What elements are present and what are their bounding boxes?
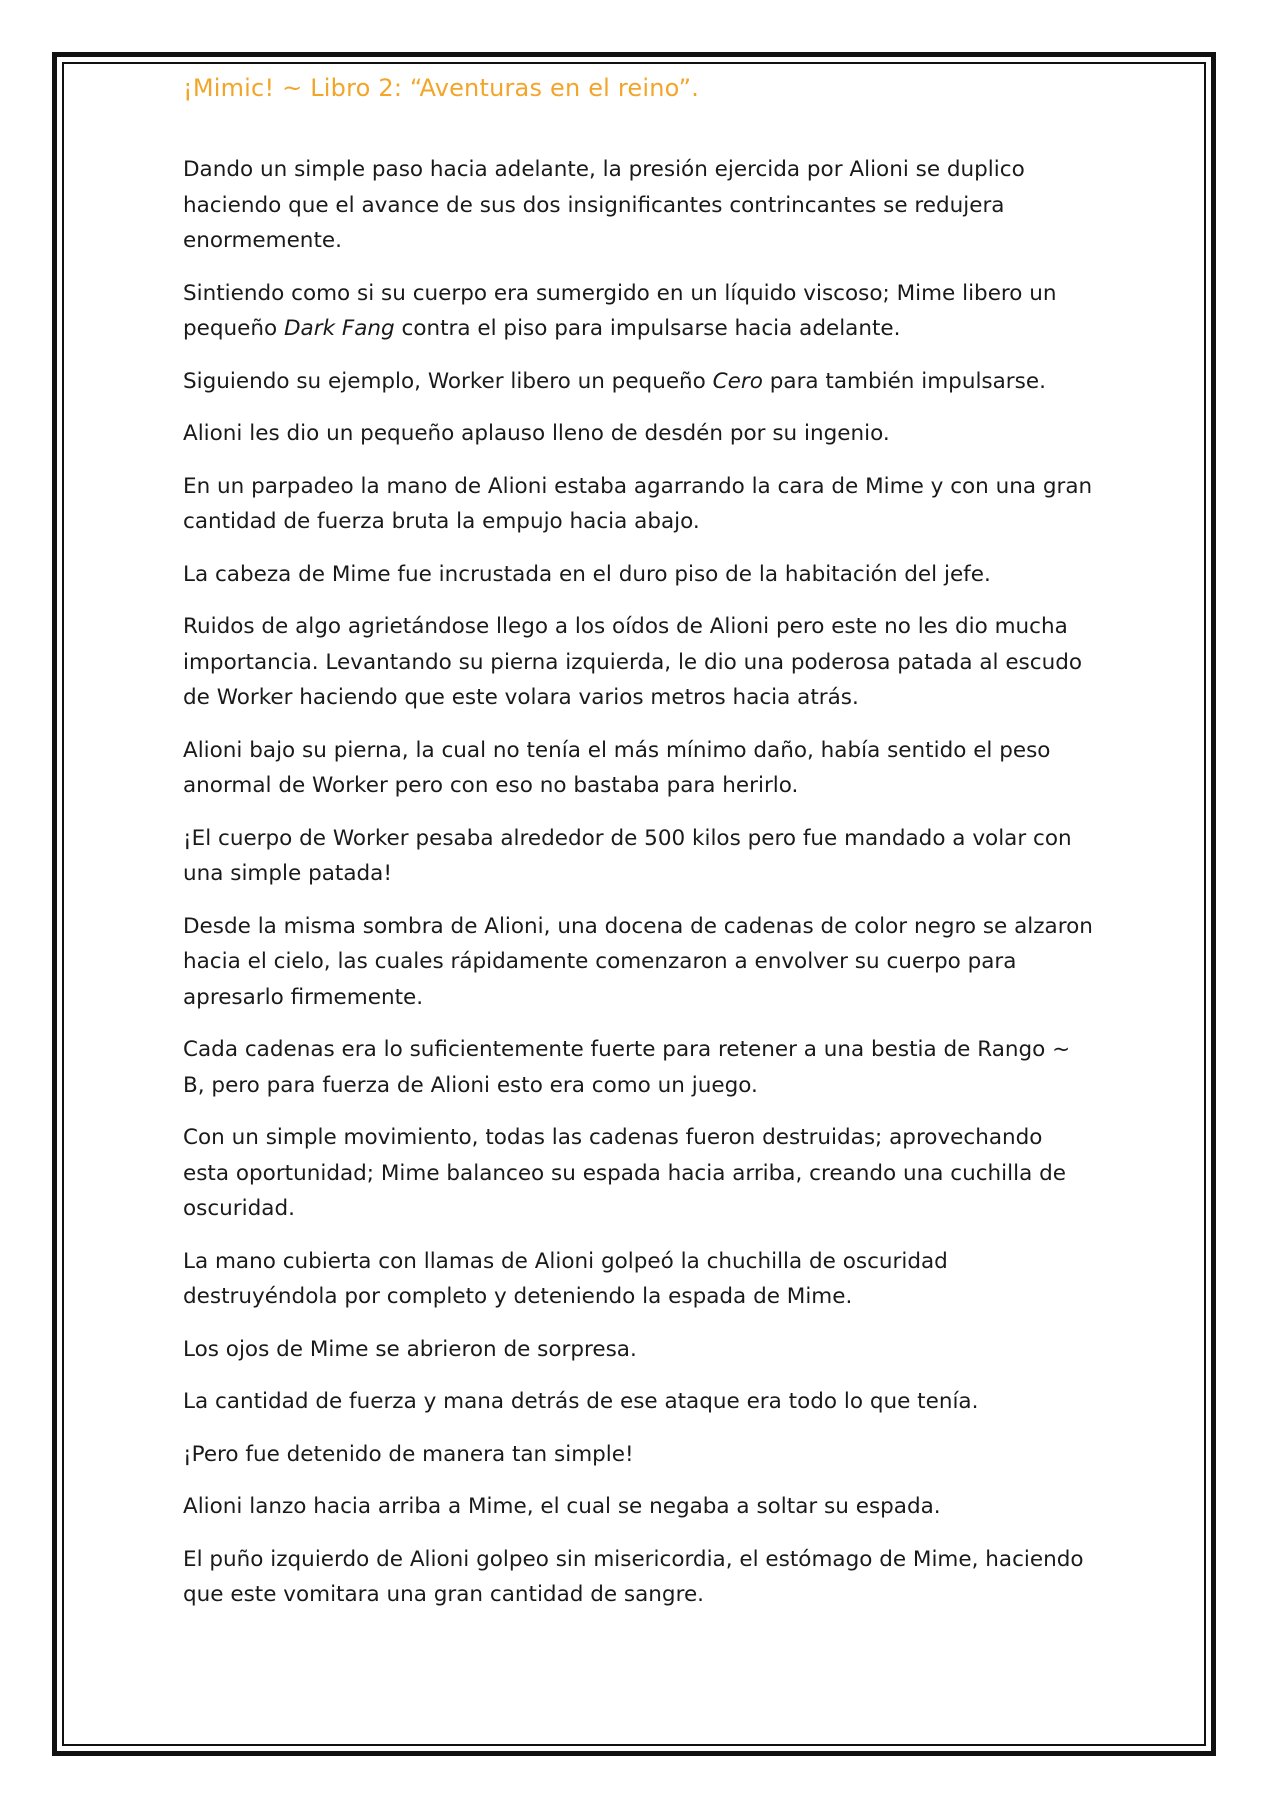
paragraph-15: La cantidad de fuerza y mana detrás de ese ataque era todo lo que tenía. [183,1389,979,1414]
paragraph-5: En un parpadeo la mano de Alioni estaba agarrando la cara de Mime y con una gran cantidad de fuerza bruta la empujo hacia abajo. [183,473,1093,534]
paragraph-6: La cabeza de Mime fue incrustada en el duro piso de la habitación del jefe. [183,561,991,587]
paragraph-16: ¡Pero fue detenido de manera tan simple! [183,1441,634,1467]
paragraph-10: Desde la misma sombra de Alioni, una docena de cadenas de color negro se alzaron hacia el cielo, las cuales rápidamente comenzaron a envolver su cuerpo para apresarlo firmemente. [183,913,1093,1010]
paragraph-11: Cada cadenas era lo suficientemente fuerte para retener a una bestia de Rango ~ B, pero para fuerza de Alioni esto era como un juego. [183,1037,1071,1098]
body-text [183,152,1093,1630]
italic-term: Dark Fang [284,316,395,341]
paragraph-9: ¡El cuerpo de Worker pesaba alrededor de 500 kilos pero fue mandado a volar con una simple patada! [183,825,1072,886]
paragraph-12: Con un simple movimiento, todas las cadenas fueron destruidas; aprovechando esta oportunidad; Mime balanceo su espada hacia arriba, creando una cuchilla de oscuridad. [183,1125,1066,1221]
paragraph-14: Los ojos de Mime se abrieron de sorpresa. [183,1336,637,1362]
paragraph-7: Ruidos de algo agrietándose llego a los oídos de Alioni pero este no les dio mucha importancia. Levantando su pierna izquierda, le dio una poderosa patada al escudo de Worker haciendo que este volara varios metros hacia atrás. [183,614,1083,710]
paragraph-17: Alioni lanzo hacia arriba a Mime, el cual se negaba a soltar su espada. [183,1494,941,1519]
running-header: ¡Mimic! ~ Libro 2: “Aventuras en el reino”. [183,74,700,102]
paragraph-1: Dando un simple paso hacia adelante, la presión ejercida por Alioni se duplico haciendo que el avance de sus dos insignificantes contrincantes se redujera enormemente. [183,157,1025,253]
paragraph-13: La mano cubierta con llamas de Alioni golpeó la chuchilla de oscuridad destruyéndola por completo y deteniendo la espada de Mime. [183,1248,948,1309]
paragraph-18: El puño izquierdo de Alioni golpeo sin misericordia, el estómago de Mime, haciendo que este vomitara una gran cantidad de sangre. [183,1546,1084,1607]
paragraph-2: Sintiendo como si su cuerpo era sumergido en un líquido viscoso; Mime libero un pequeño Dark Fang contra el piso para impulsarse hacia adelante. [183,280,1057,341]
paragraph-3: Siguiendo su ejemplo, Worker libero un pequeño Cero para también impulsarse. [183,368,1046,394]
italic-term: Cero [712,368,763,394]
paragraph-8: Alioni bajo su pierna, la cual no tenía el más mínimo daño, había sentido el peso anormal de Worker pero con eso no bastaba para herirlo. [183,737,1051,798]
paragraph-4: Alioni les dio un pequeño aplauso lleno de desdén por su ingenio. [183,421,890,446]
